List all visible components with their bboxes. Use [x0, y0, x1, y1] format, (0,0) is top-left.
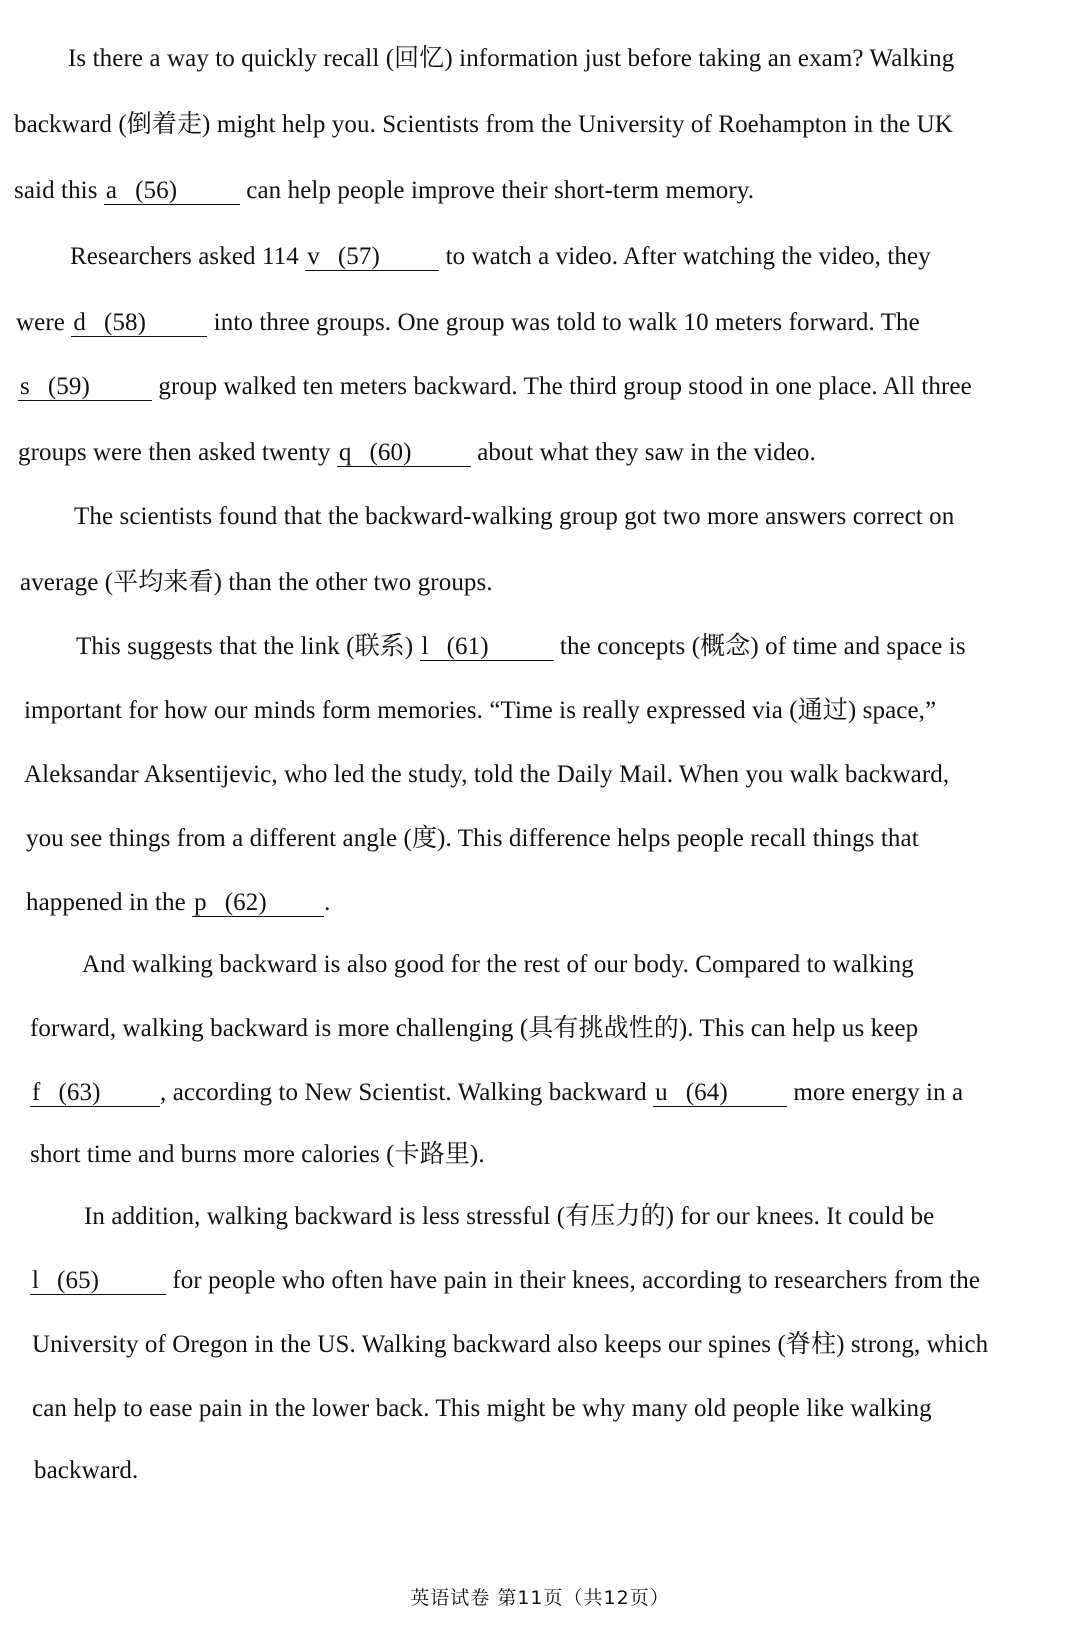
blank-65[interactable]	[30, 1268, 166, 1295]
blank-number: (62)	[224, 889, 267, 916]
paragraph-4-line-4	[26, 824, 1080, 854]
text: .	[324, 889, 331, 916]
text: , according to New Scientist. Walking backward	[160, 1079, 654, 1106]
text: short time and burns more calories (卡路里).	[30, 1141, 485, 1168]
paragraph-2-line-2	[16, 308, 1080, 338]
blank-number: (59)	[47, 373, 90, 400]
blank-number: (58)	[103, 309, 146, 336]
paragraph-5-line-1	[82, 950, 1080, 980]
text: the concepts (概念) of time and space is	[553, 633, 966, 660]
blank-number: (57)	[337, 243, 380, 270]
text: University of Oregon in the US. Walking backward also keeps our spines (脊柱) strong, which	[32, 1331, 989, 1358]
blank-hint-letter: q	[338, 439, 352, 466]
blank-63[interactable]	[30, 1080, 160, 1107]
blank-number: (64)	[685, 1079, 728, 1106]
page-footer	[0, 1583, 1080, 1610]
text: important for how our minds form memories. “Time is really expressed via (通过) space,”	[24, 697, 937, 724]
paragraph-2-line-3	[18, 372, 1080, 402]
paragraph-5-line-4	[30, 1140, 1080, 1170]
paragraph-3-line-2	[20, 568, 1080, 598]
text: Researchers asked 114	[70, 243, 306, 270]
text: Aleksandar Aksentijevic, who led the study, told the Daily Mail. When you walk backward,	[24, 761, 950, 788]
blank-60[interactable]	[337, 440, 471, 467]
blank-hint-letter: a	[105, 177, 118, 204]
text: group walked ten meters backward. The third group stood in one place. All three	[152, 373, 972, 400]
paragraph-6-line-4	[32, 1394, 1080, 1424]
text: forward, walking backward is more challenging (具有挑战性的). This can help us keep	[30, 1015, 919, 1042]
page-number-label: 英语试卷 第11页（共12页）	[410, 1587, 670, 1609]
blank-hint-letter: d	[73, 309, 86, 336]
blank-hint-letter: v	[307, 243, 320, 270]
text: happened in the	[26, 889, 193, 916]
text: And walking backward is also good for the rest of our body. Compared to walking	[82, 951, 914, 978]
paragraph-2-line-4	[18, 438, 1080, 468]
blank-59[interactable]	[18, 374, 152, 401]
paragraph-1-line-2	[14, 110, 999, 140]
text: backward (倒着走) might help you. Scientists from the University of Roehampton in the UK	[14, 111, 953, 138]
paragraph-1-line-1	[68, 44, 998, 74]
paragraph-6-line-5	[34, 1456, 1080, 1486]
blank-56[interactable]	[104, 178, 240, 205]
text: about what they saw in the video.	[470, 439, 816, 466]
blank-hint-letter: l	[421, 633, 429, 660]
text: can help to ease pain in the lower back. This might be why many old people like walking	[32, 1395, 932, 1422]
blank-58[interactable]	[71, 310, 207, 337]
text: Is there a way to quickly recall (回忆) information just before taking an exam? Walking	[68, 45, 955, 72]
paragraph-2-line-1	[70, 242, 1080, 272]
blank-number: (60)	[369, 439, 412, 466]
paragraph-4-line-3	[24, 760, 1080, 790]
text: average (平均来看) than the other two groups.	[20, 569, 493, 596]
text: to watch a video. After watching the video, they	[439, 243, 931, 270]
blank-hint-letter: p	[194, 889, 207, 916]
blank-61[interactable]	[420, 634, 554, 661]
blank-64[interactable]	[653, 1080, 787, 1107]
blank-number: (56)	[135, 177, 178, 204]
text: groups were then asked twenty	[18, 439, 337, 466]
text: backward.	[34, 1457, 139, 1484]
paragraph-6-line-3	[32, 1330, 1080, 1360]
blank-number: (65)	[57, 1267, 100, 1294]
paragraph-4-line-2	[24, 696, 1080, 726]
text: The scientists found that the backward-walking group got two more answers correct on	[74, 503, 955, 530]
text: more energy in a	[787, 1079, 964, 1106]
blank-number: (63)	[58, 1079, 101, 1106]
paragraph-6-line-1	[84, 1202, 1080, 1232]
paragraph-4-line-5	[26, 888, 1080, 918]
text: In addition, walking backward is less stressful (有压力的) for our knees. It could be	[84, 1203, 935, 1230]
blank-hint-letter: l	[32, 1267, 40, 1294]
paragraph-5-line-3	[30, 1078, 1080, 1108]
paragraph-1-line-3	[14, 176, 1080, 206]
text: can help people improve their short-term memory.	[239, 177, 755, 204]
paragraph-5-line-2	[30, 1014, 1080, 1044]
paragraph-6-line-2	[30, 1266, 1080, 1296]
blank-62[interactable]	[192, 890, 324, 917]
text: said this	[14, 177, 104, 204]
blank-hint-letter: s	[20, 373, 30, 400]
text: This suggests that the link (联系)	[76, 633, 420, 660]
blank-number: (61)	[446, 633, 489, 660]
paragraph-3-line-1	[74, 502, 1080, 532]
paragraph-4-line-1	[76, 632, 1080, 662]
blank-hint-letter: f	[32, 1079, 41, 1106]
text: into three groups. One group was told to walk 10 meters forward. The	[207, 309, 920, 336]
blank-hint-letter: u	[655, 1079, 668, 1106]
blank-57[interactable]	[305, 244, 439, 271]
text: you see things from a different angle (度). This difference helps people recall things that	[26, 825, 919, 852]
text: for people who often have pain in their knees, according to researchers from the	[166, 1267, 981, 1294]
text: were	[16, 309, 72, 336]
